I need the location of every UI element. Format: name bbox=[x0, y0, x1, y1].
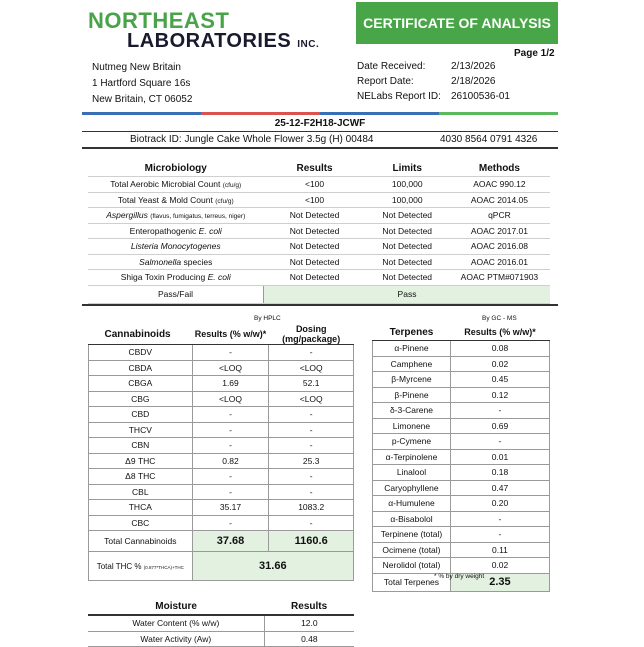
terpene-result: 0.20 bbox=[450, 496, 549, 512]
terpene-name: p-Cymene bbox=[373, 434, 451, 450]
micro-limit: Not Detected bbox=[366, 239, 449, 255]
table-row bbox=[373, 527, 550, 543]
table-row bbox=[88, 177, 550, 193]
client-city: New Britain, CT 06052 bbox=[92, 94, 193, 105]
cannabinoid-dose: - bbox=[269, 345, 354, 361]
terpene-result: 0.02 bbox=[450, 558, 549, 574]
report-id-label: NELabs Report ID: bbox=[357, 91, 441, 102]
micro-method: AOAC 990.12 bbox=[449, 177, 550, 193]
micro-result: Not Detected bbox=[264, 223, 366, 239]
terpene-result: 0.11 bbox=[450, 542, 549, 558]
client-address bbox=[92, 60, 192, 108]
header-stripe bbox=[82, 112, 558, 115]
passfail-label: Pass/Fail bbox=[88, 285, 264, 303]
terpene-result: 0.47 bbox=[450, 480, 549, 496]
cannabinoid-result: - bbox=[192, 469, 269, 485]
micro-sub: (flavus, fumigatus, terreus, niger) bbox=[150, 213, 246, 221]
terpene-result: - bbox=[450, 527, 549, 543]
cann-header-dosing: Dosing (mg/package) bbox=[269, 324, 354, 345]
terpene-result: - bbox=[450, 511, 549, 527]
cannabinoid-result: - bbox=[192, 345, 269, 361]
total-cannabinoids-result: 37.68 bbox=[192, 531, 269, 552]
micro-header-limits: Limits bbox=[366, 160, 449, 177]
micro-result: Not Detected bbox=[264, 208, 366, 224]
table-row bbox=[88, 254, 550, 270]
micro-method: AOAC 2016.01 bbox=[449, 254, 550, 270]
table-row bbox=[373, 511, 550, 527]
terpene-name: Nerolidol (total) bbox=[373, 558, 451, 574]
cannabinoid-name: THCV bbox=[89, 422, 193, 438]
micro-name bbox=[88, 270, 264, 286]
table-row bbox=[88, 208, 550, 224]
table-row bbox=[88, 270, 550, 286]
table-row bbox=[89, 484, 354, 500]
report-info-labels bbox=[357, 59, 441, 104]
table-row bbox=[88, 615, 354, 631]
cannabinoid-result: 0.82 bbox=[192, 453, 269, 469]
micro-name-text: Listeria Monocytogenes bbox=[130, 241, 221, 252]
terpene-result: 0.18 bbox=[450, 465, 549, 481]
cannabinoid-dose: - bbox=[269, 469, 354, 485]
cannabinoid-name: CBC bbox=[89, 515, 193, 531]
gcms-method: By GC - MS bbox=[482, 315, 517, 322]
cannabinoid-dose: <LOQ bbox=[269, 391, 354, 407]
cannabinoid-name: Δ9 THC bbox=[89, 453, 193, 469]
stripe-blue bbox=[82, 112, 201, 115]
moisture-table bbox=[88, 598, 354, 647]
micro-method: AOAC 2014.05 bbox=[449, 192, 550, 208]
table-row bbox=[89, 438, 354, 454]
microbiology-table bbox=[88, 160, 550, 304]
micro-name bbox=[88, 223, 264, 239]
terpene-result: - bbox=[450, 434, 549, 450]
terpene-result: - bbox=[450, 403, 549, 419]
terpene-result: 0.02 bbox=[450, 356, 549, 372]
table-row bbox=[89, 360, 354, 376]
cannabinoid-result: - bbox=[192, 484, 269, 500]
date-received-label: Date Received: bbox=[357, 61, 426, 72]
document-title: CERTIFICATE OF ANALYSIS bbox=[356, 2, 558, 44]
terpene-result: 0.45 bbox=[450, 372, 549, 388]
terpene-name: α-Terpinolene bbox=[373, 449, 451, 465]
micro-header-results: Results bbox=[264, 160, 366, 177]
cann-header-results: Results (% w/w)* bbox=[192, 324, 269, 345]
table-row bbox=[89, 407, 354, 423]
logo-northeast: NORTHEAST bbox=[88, 8, 230, 33]
table-row bbox=[373, 449, 550, 465]
table-row bbox=[88, 192, 550, 208]
footnote: * % by dry weight bbox=[434, 573, 485, 580]
client-street: 1 Hartford Square 16s bbox=[92, 78, 191, 89]
cannabinoid-dose: <LOQ bbox=[269, 360, 354, 376]
moisture-result: 12.0 bbox=[301, 618, 318, 629]
report-date-label: Report Date: bbox=[357, 76, 414, 87]
micro-name-text: Shiga Toxin Producing bbox=[120, 272, 206, 283]
terpene-name: α-Pinene bbox=[373, 341, 451, 357]
cannabinoid-name: CBG bbox=[89, 391, 193, 407]
stripe-green bbox=[439, 112, 558, 115]
cannabinoid-name: CBGA bbox=[89, 376, 193, 392]
table-row bbox=[88, 239, 550, 255]
terpene-name: Caryophyllene bbox=[373, 480, 451, 496]
table-row bbox=[373, 403, 550, 419]
cannabinoid-name: CBDV bbox=[89, 345, 193, 361]
terpene-name: α-Bisabolol bbox=[373, 511, 451, 527]
terpene-name: Terpinene (total) bbox=[373, 527, 451, 543]
cann-header-name: Cannabinoids bbox=[89, 324, 193, 345]
cannabinoid-name: CBN bbox=[89, 438, 193, 454]
total-thc-value: 31.66 bbox=[192, 552, 353, 581]
table-row bbox=[373, 496, 550, 512]
table-row bbox=[373, 558, 550, 574]
micro-name-text: Total Aerobic Microbial Count bbox=[110, 179, 221, 190]
terpene-name: Camphene bbox=[373, 356, 451, 372]
logo-inc: INC. bbox=[297, 39, 320, 50]
moisture-header-results: Results bbox=[291, 600, 328, 612]
page-number: Page 1/2 bbox=[514, 48, 555, 59]
logo-laboratories-text: LABORATORIES bbox=[127, 30, 292, 52]
micro-limit: Not Detected bbox=[366, 208, 449, 224]
micro-name bbox=[88, 239, 264, 255]
cannabinoid-name: THCA bbox=[89, 500, 193, 516]
cannabinoid-result: - bbox=[192, 515, 269, 531]
biotrack-id: 4030 8564 0791 4326 bbox=[440, 134, 538, 145]
cannabinoid-dose: - bbox=[269, 407, 354, 423]
terp-header-name: Terpenes bbox=[373, 324, 451, 341]
total-terpenes-value: 2.35 bbox=[450, 573, 549, 591]
moisture-name: Water Activity (Aw) bbox=[88, 631, 264, 647]
cannabinoids-table bbox=[88, 324, 354, 581]
micro-name bbox=[88, 254, 264, 270]
micro-limit: 100,000 bbox=[366, 177, 449, 193]
cannabinoid-result: <LOQ bbox=[192, 360, 269, 376]
cannabinoid-result: 35.17 bbox=[192, 500, 269, 516]
micro-sub: E. coli bbox=[207, 272, 231, 283]
total-terpenes-label: Total Terpenes bbox=[373, 573, 451, 591]
biotrack-line bbox=[130, 134, 373, 145]
terpene-name: Linalool bbox=[373, 465, 451, 481]
cannabinoid-dose: 1083.2 bbox=[269, 500, 354, 516]
cannabinoid-dose: - bbox=[269, 422, 354, 438]
terpene-result: 0.08 bbox=[450, 341, 549, 357]
micro-sub: (cfu/g) bbox=[222, 182, 242, 190]
terpene-name: β-Pinene bbox=[373, 387, 451, 403]
table-row bbox=[89, 515, 354, 531]
table-row bbox=[373, 341, 550, 357]
table-row bbox=[89, 469, 354, 485]
divider-thick bbox=[82, 147, 558, 149]
cannabinoid-result: - bbox=[192, 422, 269, 438]
table-row bbox=[89, 422, 354, 438]
cannabinoid-name: CBL bbox=[89, 484, 193, 500]
terpene-name: Ocimene (total) bbox=[373, 542, 451, 558]
micro-sub: (cfu/g) bbox=[215, 197, 234, 205]
logo-laboratories bbox=[127, 30, 319, 53]
micro-name bbox=[88, 192, 264, 208]
cannabinoid-dose: - bbox=[269, 515, 354, 531]
table-row bbox=[373, 542, 550, 558]
cannabinoid-result: - bbox=[192, 407, 269, 423]
total-thc-row bbox=[89, 552, 354, 581]
total-thc-text: Total THC % bbox=[96, 561, 142, 571]
total-thc-formula: (0.877*THCA)+THC bbox=[143, 564, 184, 570]
micro-method: qPCR bbox=[449, 208, 550, 224]
micro-result: <100 bbox=[264, 192, 366, 208]
report-date-value: 2/18/2026 bbox=[451, 76, 496, 87]
report-id-value: 26100536-01 bbox=[451, 91, 510, 102]
table-row bbox=[89, 500, 354, 516]
cannabinoid-dose: - bbox=[269, 438, 354, 454]
cannabinoid-name: Δ8 THC bbox=[89, 469, 193, 485]
total-cannabinoids-row bbox=[89, 531, 354, 552]
micro-sub: E. coli bbox=[198, 225, 222, 236]
micro-limit: 100,000 bbox=[366, 192, 449, 208]
batch-id: 25-12-F2H18-JCWF bbox=[274, 118, 366, 129]
table-row bbox=[89, 345, 354, 361]
moisture-name: Water Content (% w/w) bbox=[88, 615, 264, 631]
terpenes-table bbox=[372, 324, 550, 592]
cannabinoid-result: <LOQ bbox=[192, 391, 269, 407]
passfail-value: Pass bbox=[264, 285, 551, 303]
table-row bbox=[373, 465, 550, 481]
table-row bbox=[89, 391, 354, 407]
cannabinoid-dose: 25.3 bbox=[269, 453, 354, 469]
date-received-value: 2/13/2026 bbox=[451, 61, 496, 72]
table-row bbox=[373, 387, 550, 403]
stripe-red bbox=[201, 112, 320, 115]
total-cannabinoids-label: Total Cannabinoids bbox=[89, 531, 193, 552]
cannabinoid-name: CBDA bbox=[89, 360, 193, 376]
table-row bbox=[88, 631, 354, 647]
report-info-values bbox=[451, 59, 510, 104]
cannabinoid-result: - bbox=[192, 438, 269, 454]
divider bbox=[82, 131, 558, 132]
table-row bbox=[88, 223, 550, 239]
table-row bbox=[373, 372, 550, 388]
micro-sub: species bbox=[183, 256, 213, 267]
product-name: Jungle Cake Whole Flower 3.5g (H) 00484 bbox=[184, 134, 374, 145]
micro-limit: Not Detected bbox=[366, 223, 449, 239]
micro-name-text: Aspergillus bbox=[106, 210, 148, 221]
terpene-result: 0.69 bbox=[450, 418, 549, 434]
biotrack-label: Biotrack ID: bbox=[130, 134, 182, 145]
terpene-result: 0.12 bbox=[450, 387, 549, 403]
total-thc-label bbox=[89, 552, 193, 581]
micro-name-text: Total Yeast & Mold Count bbox=[117, 194, 213, 205]
moisture-header-name: Moisture bbox=[155, 600, 197, 612]
micro-header-name: Microbiology bbox=[88, 160, 264, 177]
table-row bbox=[373, 356, 550, 372]
table-row bbox=[373, 418, 550, 434]
section-divider bbox=[82, 304, 558, 306]
table-row bbox=[373, 480, 550, 496]
terpene-name: α-Humulene bbox=[373, 496, 451, 512]
table-row bbox=[89, 376, 354, 392]
moisture-result: 0.48 bbox=[301, 633, 318, 644]
micro-name bbox=[88, 177, 264, 193]
terp-header-results: Results (% w/w)* bbox=[450, 324, 549, 341]
stripe-blue-2 bbox=[320, 112, 439, 115]
micro-limit: Not Detected bbox=[366, 254, 449, 270]
micro-header-methods: Methods bbox=[449, 160, 550, 177]
cannabinoid-result: 1.69 bbox=[192, 376, 269, 392]
micro-result: <100 bbox=[264, 177, 366, 193]
micro-name bbox=[88, 208, 264, 224]
hplc-method: By HPLC bbox=[254, 315, 281, 322]
table-row bbox=[373, 434, 550, 450]
passfail-row bbox=[88, 285, 550, 303]
terpene-name: δ-3-Carene bbox=[373, 403, 451, 419]
cannabinoid-dose: - bbox=[269, 484, 354, 500]
total-cannabinoids-dose: 1160.6 bbox=[269, 531, 354, 552]
micro-result: Not Detected bbox=[264, 270, 366, 286]
micro-method: AOAC PTM#071903 bbox=[449, 270, 550, 286]
micro-limit: Not Detected bbox=[366, 270, 449, 286]
micro-name-text: Salmonella bbox=[139, 256, 182, 267]
micro-method: AOAC 2017.01 bbox=[449, 223, 550, 239]
terpene-result: 0.01 bbox=[450, 449, 549, 465]
table-row bbox=[89, 453, 354, 469]
micro-result: Not Detected bbox=[264, 239, 366, 255]
client-name: Nutmeg New Britain bbox=[92, 62, 181, 73]
cannabinoid-dose: 52.1 bbox=[269, 376, 354, 392]
micro-name-text: Enteropathogenic bbox=[129, 225, 197, 236]
terpene-name: Limonene bbox=[373, 418, 451, 434]
micro-method: AOAC 2016.08 bbox=[449, 239, 550, 255]
cannabinoid-name: CBD bbox=[89, 407, 193, 423]
micro-result: Not Detected bbox=[264, 254, 366, 270]
terpene-name: β-Myrcene bbox=[373, 372, 451, 388]
